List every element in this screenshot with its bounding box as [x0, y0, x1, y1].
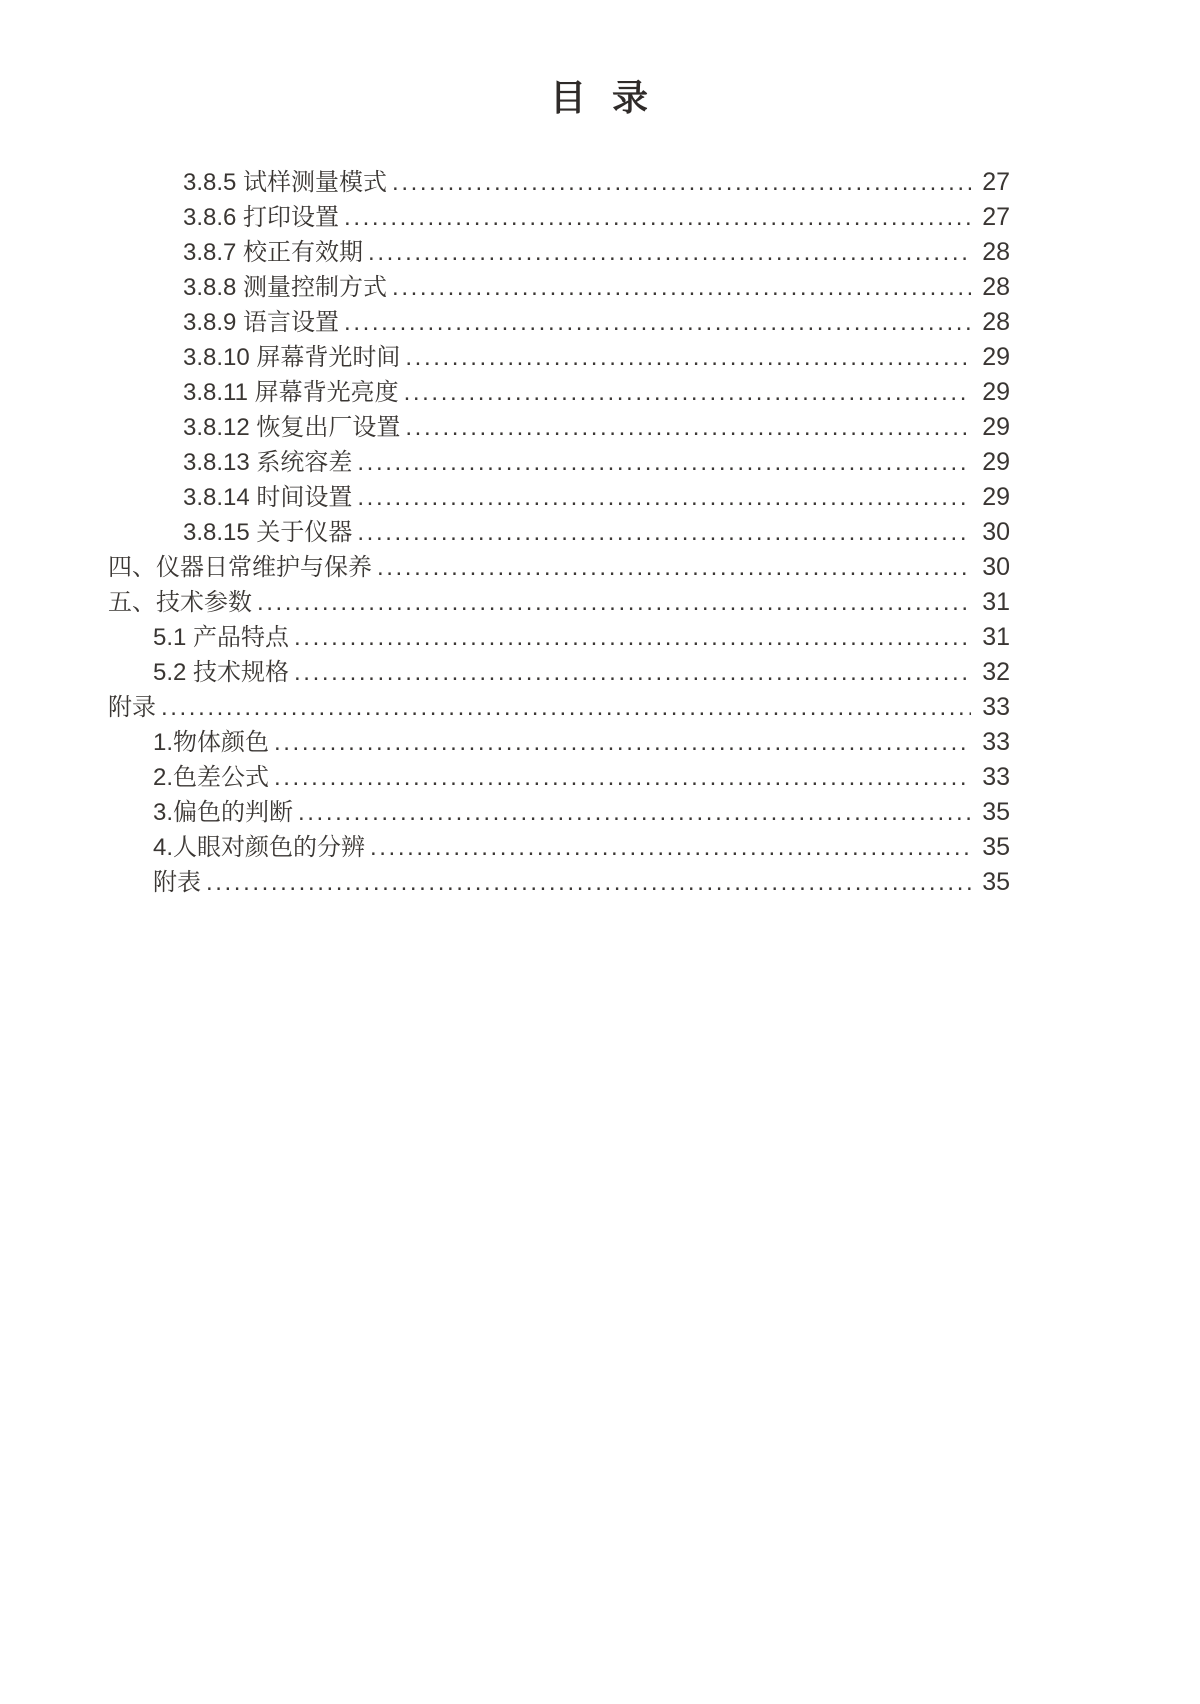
leader-dots — [298, 795, 971, 830]
toc-entry-label: 2.色差公式 — [153, 764, 270, 791]
toc-entry-label: 1.物体颜色 — [153, 729, 270, 756]
toc-entry-label: 附表 — [153, 869, 201, 896]
toc-entry-label: 3.偏色的判断 — [153, 799, 294, 826]
toc-entry-page: 30 — [982, 518, 1010, 546]
toc-entry-page: 27 — [982, 203, 1010, 231]
toc-entry-page: 33 — [982, 728, 1010, 756]
leader-dots — [368, 235, 971, 270]
toc-entry — [108, 515, 1010, 550]
toc-entry — [108, 305, 1010, 340]
leader-dots — [344, 305, 971, 340]
toc-entry-page: 28 — [982, 238, 1010, 266]
leader-dots — [206, 865, 971, 900]
toc-entry — [108, 375, 1010, 410]
toc-entry-label: 3.8.9 语言设置 — [183, 309, 340, 336]
leader-dots — [405, 340, 971, 375]
toc-entry-page: 29 — [982, 483, 1010, 511]
toc-entry-page: 33 — [982, 693, 1010, 721]
leader-dots — [274, 760, 971, 795]
toc-entry-label: 五、技术参数 — [108, 589, 252, 616]
toc-entry-label: 附录 — [108, 694, 156, 721]
toc-entry-label: 四、仪器日常维护与保养 — [108, 554, 372, 581]
toc-entry — [108, 235, 1010, 270]
leader-dots — [370, 830, 971, 865]
toc-entry-label: 3.8.15 关于仪器 — [183, 519, 353, 546]
toc-entry — [108, 830, 1010, 865]
toc-entry — [108, 270, 1010, 305]
toc-entry-label: 3.8.12 恢复出厂设置 — [183, 414, 401, 441]
toc-entry-page: 27 — [982, 168, 1010, 196]
leader-dots — [392, 165, 971, 200]
toc-entry-page: 29 — [982, 343, 1010, 371]
leader-dots — [294, 655, 971, 690]
toc-entry-page: 35 — [982, 798, 1010, 826]
toc-entry — [108, 550, 1010, 585]
toc-list — [108, 165, 1010, 900]
toc-entry-page: 28 — [982, 273, 1010, 301]
toc-entry — [108, 795, 1010, 830]
toc-entry-label: 3.8.13 系统容差 — [183, 449, 353, 476]
toc-entry-page: 30 — [982, 553, 1010, 581]
toc-entry — [108, 760, 1010, 795]
toc-entry — [108, 585, 1010, 620]
toc-entry — [108, 480, 1010, 515]
toc-entry-label: 3.8.10 屏幕背光时间 — [183, 344, 401, 371]
toc-entry-page: 31 — [982, 623, 1010, 651]
leader-dots — [392, 270, 971, 305]
leader-dots — [377, 550, 971, 585]
toc-entry-label: 3.8.11 屏幕背光亮度 — [183, 379, 399, 406]
leader-dots — [274, 725, 971, 760]
toc-entry-label: 3.8.14 时间设置 — [183, 484, 353, 511]
toc-entry-page: 29 — [982, 378, 1010, 406]
toc-entry — [108, 445, 1010, 480]
toc-entry-label: 4.人眼对颜色的分辨 — [153, 834, 366, 861]
toc-entry-page: 35 — [982, 868, 1010, 896]
toc-entry — [108, 725, 1010, 760]
toc-entry-page: 35 — [982, 833, 1010, 861]
leader-dots — [344, 200, 971, 235]
leader-dots — [257, 585, 971, 620]
toc-entry-label: 3.8.5 试样测量模式 — [183, 169, 388, 196]
toc-entry — [108, 340, 1010, 375]
toc-entry — [108, 165, 1010, 200]
leader-dots — [161, 690, 971, 725]
toc-entry-page: 32 — [982, 658, 1010, 686]
leader-dots — [405, 410, 971, 445]
leader-dots — [357, 515, 971, 550]
toc-entry-page: 28 — [982, 308, 1010, 336]
toc-entry — [108, 410, 1010, 445]
toc-entry — [108, 865, 1010, 900]
toc-entry-label: 3.8.7 校正有效期 — [183, 239, 364, 266]
toc-entry — [108, 620, 1010, 655]
toc-entry-page: 31 — [982, 588, 1010, 616]
toc-entry-label: 5.2 技术规格 — [153, 659, 290, 686]
toc-entry-label: 3.8.6 打印设置 — [183, 204, 340, 231]
leader-dots — [357, 445, 971, 480]
page-title: 目 录 — [549, 77, 650, 118]
toc-entry-page: 33 — [982, 763, 1010, 791]
toc-entry-page: 29 — [982, 413, 1010, 441]
leader-dots — [294, 620, 971, 655]
leader-dots — [404, 375, 971, 410]
toc-entry — [108, 655, 1010, 690]
leader-dots — [357, 480, 971, 515]
toc-entry-label: 3.8.8 测量控制方式 — [183, 274, 388, 301]
toc-entry-label: 5.1 产品特点 — [153, 624, 290, 651]
toc-entry — [108, 690, 1010, 725]
toc-entry-page: 29 — [982, 448, 1010, 476]
toc-entry — [108, 200, 1010, 235]
